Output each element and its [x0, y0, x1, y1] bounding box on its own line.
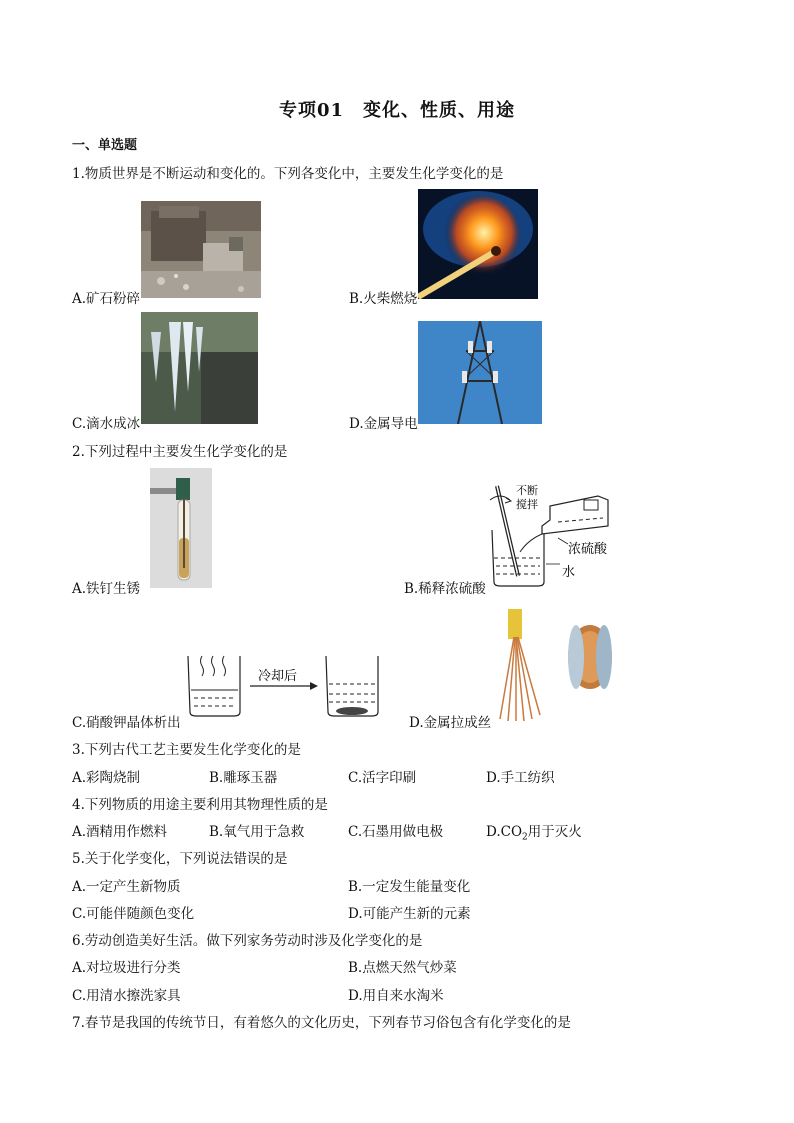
diagram-label-stir-1: 不断: [516, 485, 538, 497]
question-4-stem: 4.下列物质的用途主要利用其物理性质的是: [72, 797, 328, 813]
q6-option-b: B.点燃天然气炒菜: [348, 960, 457, 976]
q6-option-d: D.用自来水淘米: [348, 988, 444, 1004]
q2-option-b: B.稀释浓硫酸: [404, 581, 486, 597]
q1-option-a: A.矿石粉碎: [72, 291, 141, 307]
page-title: 专项01 变化、性质、用途: [278, 100, 516, 121]
crystallization-diagram: [186, 650, 382, 720]
q4-option-d-suffix: 用于灭火: [527, 824, 582, 840]
q2-option-a: A.铁钉生锈: [72, 581, 141, 597]
q1-option-d: D.金属导电: [349, 416, 418, 432]
match-burning-photo: [418, 189, 538, 299]
rusting-nail-test-tube-photo: [150, 468, 212, 588]
q4-option-a: A.酒精用作燃料: [72, 824, 168, 840]
q1-option-c: C.滴水成冰: [72, 416, 141, 432]
question-7-stem: 7.春节是我国的传统节日，有着悠久的文化历史，下列春节习俗包含有化学变化的是: [72, 1015, 571, 1031]
question-3-stem: 3.下列古代工艺主要发生化学变化的是: [72, 742, 301, 758]
diagram-label-acid: 浓硫酸: [568, 541, 608, 556]
q3-option-c: C.活字印刷: [348, 770, 417, 786]
q3-option-d: D.手工纺织: [486, 770, 555, 786]
diagram-label-cooling: 冷却后: [258, 668, 298, 683]
q2-option-d: D.金属拉成丝: [409, 715, 492, 731]
question-2-stem: 2.下列过程中主要发生化学变化的是: [72, 444, 288, 460]
q4-option-c: C.石墨用做电极: [348, 824, 444, 840]
q3-option-a: A.彩陶烧制: [72, 770, 141, 786]
q5-option-b: B.一定发生能量变化: [348, 879, 471, 895]
copper-wire-photo: [494, 609, 618, 721]
q4-option-b: B.氧气用于急救: [209, 824, 305, 840]
q5-option-d: D.可能产生新的元素: [348, 906, 471, 922]
q1-option-b: B.火柴燃烧: [349, 291, 418, 307]
q3-option-b: B.雕琢玉器: [209, 770, 278, 786]
diagram-label-water: 水: [562, 564, 576, 579]
q5-option-c: C.可能伴随颜色变化: [72, 906, 195, 922]
question-5-stem: 5.关于化学变化，下列说法错误的是: [72, 851, 288, 867]
ore-crushing-photo: [141, 201, 261, 298]
question-1-stem: 1.物质世界是不断运动和变化的。下列各变化中，主要发生化学变化的是: [72, 166, 504, 182]
q4-option-d: [486, 820, 582, 843]
power-tower-photo: [418, 321, 542, 424]
icicles-photo: [141, 312, 258, 424]
q5-option-a: A.一定产生新物质: [72, 879, 181, 895]
q2-option-c: C.硝酸钾晶体析出: [72, 715, 181, 731]
q4-option-d-subscript: 2: [522, 832, 528, 843]
section-heading: 一、单选题: [72, 138, 138, 153]
question-6-stem: 6.劳动创造美好生活。做下列家务劳动时涉及化学变化的是: [72, 933, 423, 949]
q6-option-a: A.对垃圾进行分类: [72, 960, 181, 976]
q4-option-d-prefix: D.CO: [486, 824, 523, 840]
q6-option-c: C.用清水擦洗家具: [72, 988, 181, 1004]
diagram-label-stir-2: 搅拌: [516, 499, 538, 511]
dilute-sulfuric-acid-diagram: [488, 478, 618, 590]
